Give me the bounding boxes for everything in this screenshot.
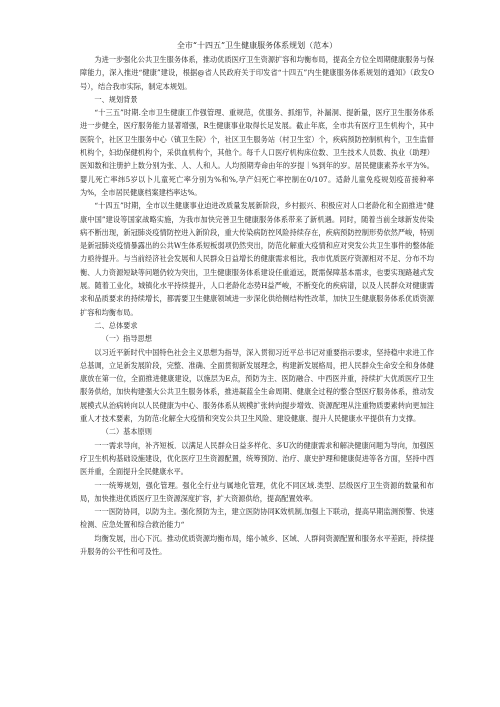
section-2-2-heading: （二）基本原则 bbox=[101, 427, 152, 437]
section-1-heading: 一、规划背景 bbox=[94, 94, 138, 104]
section-2-1-paragraph: 以习近平新时代中国特色社会主义思想为指导，深入贯彻习近平总书记对重要指示要求，坚持稳中求进工作总基调，立足新发展阶段，完整、准确、全面贯彻新发展理念，构建新发展格局，把人民群众生命安全和身体健康放在第一位，全面推进健康建设，以施层为E点，预防为主、医防融合、中西医并重，持续扩大优质医疗卫生服务供给，加快构建强大公共卫生服务体系，推进凝蓝全生命周期、健康全过程的整合型医疗服务体系，推动发展模式从治病转向以人民健康为中心、服务体系从规模扩张转向提步增效、资源配理从注重物质要素转向更加注重人才技术要素，为防范:化解全大疫情和突发公共卫生风险、建设健康、提升人民健康水平提供有力支撑。 bbox=[80, 347, 434, 424]
section-1-paragraph-2: “十四五”时期，全市以生健康事业迫进改质量发展新阶段，乡村振兴、积极应对人口老龄化和全面推进“健康中国”建设等国家战略实施，为我市加快完善卫生健康服务体系带来了新机遇。同时，随着当前全球新发传染病不断出现，新冠肺炎疫情防控进入新阶段，重大传染病防控风险持续存在，疾病预防控制形势依然严峻，特别是新冠肺炎疫情暴露出的公共W生体系短板弱项仍然突出，防范化解重大疫情和应对突发公共卫生事件的整体能力亟待提升。与当前经济社会发展和人民群众日益增长的健康需求相比，我市优质医疗资源相对不足、分布不均衡、人力资源短缺等问题仍较为突出，卫生健康服务体系建设任重道远，既需保障基本需求，也要实现路越式发展。随着工业化，城镇化水平持续提升，人口老龄化态势H益严峻，不断变化的疾病谱，以及人民群众对健康需求和品质要求的持续增长，都需要卫生健康领域进一步深化供给侧结构性改革，加快卫生健康服务体系优质资源扩容和均衡布局。 bbox=[80, 201, 434, 317]
principle-3-paragraph: 一一医防协同，以防为主。强化预防为主，建立医防协同K效机制,加强上下联动，提高早期监测预警、快速检测、应急处置和综合救治能力“ bbox=[80, 507, 434, 530]
section-2-1-heading: （一）指导思想 bbox=[101, 334, 152, 344]
principle-2-paragraph: 一一统筹规划，强化管理。强化全行业与属地化管理，优化不同区域.类型、层级医疗卫生资源的数量和布局，加快推进优质医疗卫生资源深度扩容，扩大资源供给，提高配置效率。 bbox=[80, 480, 434, 503]
section-1-paragraph-1: “十三五”时期.全市卫生健康工作强管理、重规范，优服务、抓细节，补漏洞、提新量，医疗卫生服务体系进一步健全，医疗服务能力显著增强，R生健康事业取得长足发展。截止年底，全市共有医疗卫生机构个，其中医院个，社区卫生服务中心（镇卫生院）个，社区卫生服务站（村卫生室）个，疾病预防控制机构个，卫生监督机构个，妇幼保健机构个，采供血机构个，其他个。每千人口医疗机构床位数、卫生技术人员数、执业（助理）医知数和注册护上数分别为张、人、人和人。人均预期寿命由年的岁提｜%到年的岁。居民健康素养水平为%。婴儿死亡率纬5岁以卜儿童死亡率分别为%和%,孕产妇死亡率控制在0/107。适龄儿童免疫规划疫苗接种率为%，全市居民健康档案建档率达%。 bbox=[80, 108, 434, 197]
document-title: 全市“十四五”卫生健康服务体系规划（范本） bbox=[176, 41, 338, 50]
principle-1-paragraph: 一一需求导向，补齐短板．以满足人民群众日益多样化、多U次的健康需求和解决健康问题为导向，加强医疗卫生机构基础设施建设，优化医疗卫生资源配置，统筹预防、治疗、康史护理和健康促进等各方面，坚持中西医并重，全面提升全民健康水平。 bbox=[80, 440, 434, 477]
intro-paragraph: 为进一步强化公共卫生服务体系，推动优质医疗卫生资源扩容和均衡布局，提高全方位全周期健康服务与保障能力，深入推进“健康”建设，根据@省人民政府关于印发省“十四五”内生健康服务体系规划的通知》（政发O号），结合我市实际，制定本规划。 bbox=[80, 55, 434, 91]
principle-4-paragraph: 均衡发展，出心下沉。推动优质资源均衡布局，缩小城乡、区域、人群间资源配置和服务水平差距，持续提升服务的公平性和可及性。 bbox=[80, 533, 434, 556]
section-2-heading: 二、总体要求 bbox=[94, 320, 138, 330]
